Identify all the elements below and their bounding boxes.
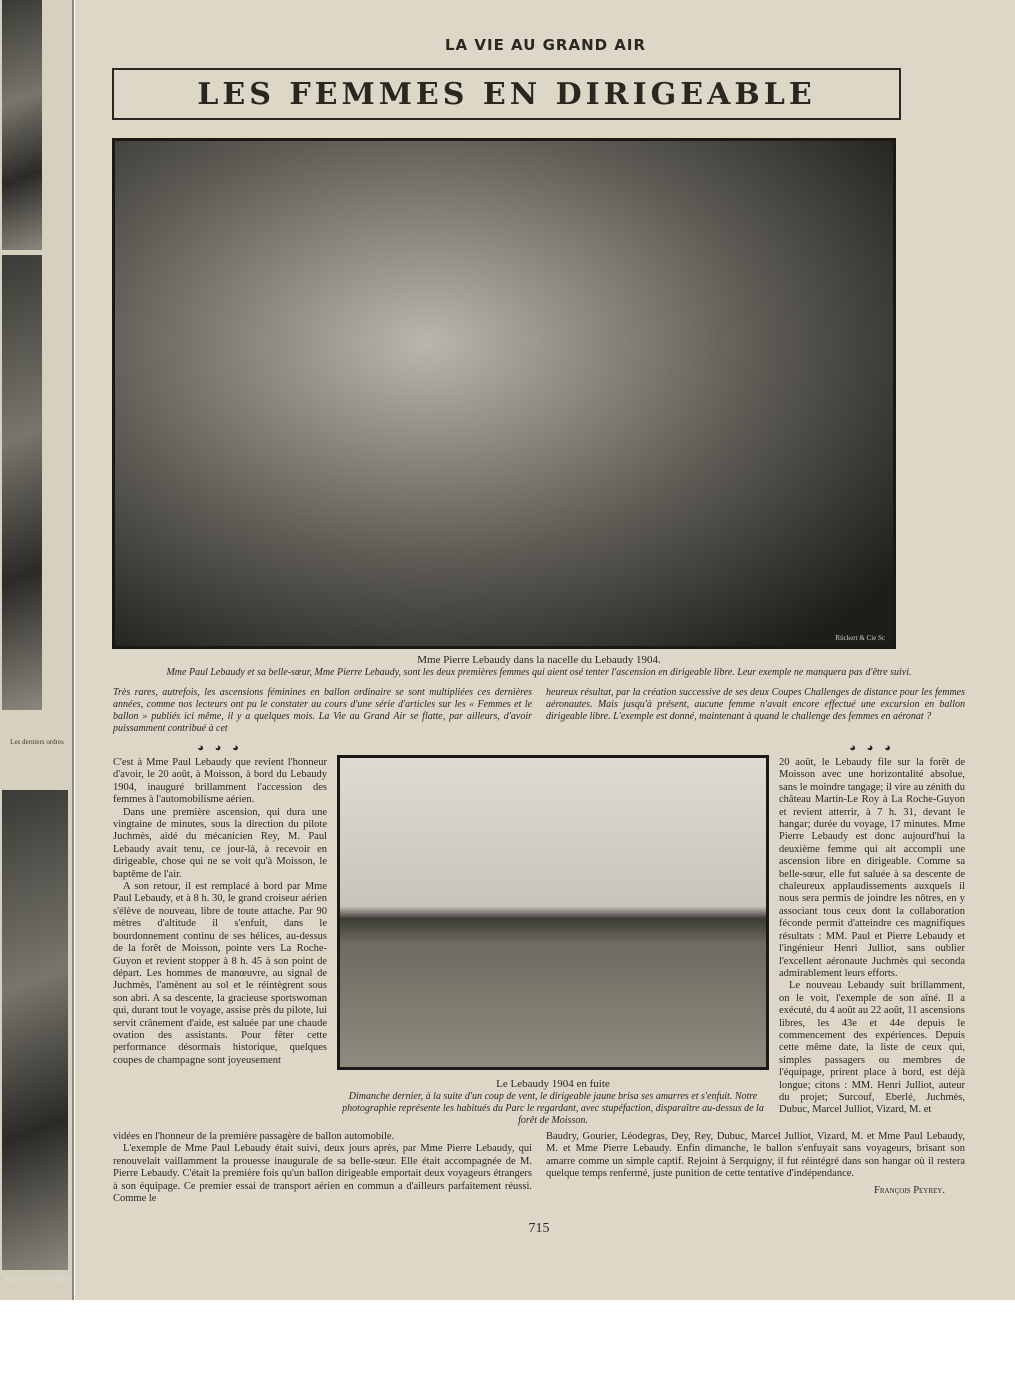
photo-nacelle bbox=[112, 138, 896, 649]
article-title: LES FEMMES EN DIRIGEABLE bbox=[197, 76, 816, 112]
left-column bbox=[113, 741, 327, 1067]
title-box bbox=[112, 68, 901, 120]
author-signature: François Peyrey. bbox=[874, 1184, 945, 1196]
bottom-right-block bbox=[546, 1131, 965, 1205]
middle-photo-block bbox=[337, 741, 769, 1127]
article-body bbox=[113, 654, 965, 1237]
paragraph: C'est à Mme Paul Lebaudy que revient l'honneur d'avoir, le 20 août, à Moisson, à bord du Lebaudy 1904, inauguré brillamment l'accession des femmes à l'automobilisme aérien. bbox=[113, 757, 327, 806]
right-column bbox=[779, 741, 965, 1117]
paragraph: L'exemple de Mme Paul Lebaudy était suivi, deux jours après, par Mme Pierre Lebaudy, qui renouvelait vaillamment la prouesse inaugurale de sa belle-sœur. Elle était accompagnée de M. Pierre Lebaudy. C'était la première fois qu'un ballon dirigeable emportait deux voyageurs étrangers à son équipage. Ce premier essai de transport aérien en commun a d'ailleurs parfaitement réussi. Comme le bbox=[113, 1143, 532, 1205]
page-number: 715 bbox=[528, 1221, 550, 1237]
photo-credit: Rückert & Cie Sc bbox=[835, 634, 885, 642]
main-columns bbox=[113, 741, 965, 1127]
intro-left: Très rares, autrefois, les ascensions féminines en ballon ordinaire se sont multipliées ces dernières années, comme nos lecteurs ont pu le constater au cours d'une série d'articles sur les « Femmes et le ballon » publiés ici même, il y a quelques mois. La Vie au Grand Air se flatte, par ailleurs, d'avoir puissamment contribué à cet bbox=[113, 687, 532, 734]
facing-photo-middle bbox=[2, 255, 42, 710]
intro bbox=[113, 687, 965, 735]
paragraph: A son retour, il est remplacé à bord par Mme Paul Lebaudy, et à 8 h. 30, le grand croiseur aérien s'élève de nouveau, libre de toute attache. Par 90 mètres d'altitude il s'enfuit, dans le bourdonnement continu de ses hélices, au-dessus de la forêt de Moisson, pointe vers La Roche-Guyon et revient stopper à 8 h. 45 à son point de départ. Les hommes de manœuvre, au signal de Juchmès, l'amènent au sol et le réintègrent sous son abri. A sa descente, la gracieuse sportswoman qui, durant tout le voyage, assise près du pilote, lui servit crânement d'aide, est saluée par une chaude ovation des assistants. Pour fêter cette performance désormais historique, quelques coupes de champagne sont joyeusement bbox=[113, 881, 327, 1066]
bottom-columns bbox=[113, 1131, 965, 1205]
paragraph: Dans une première ascension, qui dura une vingtaine de minutes, sous la direction du pilote Juchmès, aidé du mécanicien Rey, M. Paul Lebaudy avait tenu, ce jour-là, à recevoir en dirigeable, chose qui ne se voit qu'à Moisson, le baptême de l'air. bbox=[113, 806, 327, 880]
facing-page bbox=[0, 0, 74, 1300]
paragraph: 20 août, le Lebaudy file sur la forêt de Moisson avec une horizontalité absolue, sans le moindre tangage; il vire au zénith du château Martin-Le Roy à La Roche-Guyon et revient atterrir, à 7 h. 31, devant le hangar; durée du voyage, 17 minutes. Mme Pierre Lebaudy est donc aujourd'hui la deuxième femme qui ait accompli une ascension libre en dirigeable. Comme sa belle-sœur, elle fut saluée à sa descente de chaleureux applaudissements auxquels il nous sera permis de joindre les nôtres, en y associant tous ceux dont la collaboration féconde permit d'atteindre ces magnifiques résultats : MM. Paul et Pierre Lebaudy et l'ingénieur Henri Julliot, sans oublier l'excellent aéronaute Juchmès qui seconda admirablement leurs efforts. bbox=[779, 757, 965, 979]
photo-lebaudy-en-fuite bbox=[337, 755, 769, 1070]
photo2-caption-text: Dimanche dernier, à la suite d'un coup de vent, le dirigeable jaune brisa ses amarres et s'enfuit. Notre photographie représente les habitués du Parc le regardant, avec stupéfaction, disparaître au-dessus de la forêt de Moisson. bbox=[342, 1091, 764, 1126]
masthead: LA VIE AU GRAND AIR bbox=[445, 36, 647, 54]
intro-right: heureux résultat, par la création successive de ses deux Coupes Challenges de distance pour les femmes aéronautes. Mais jusqu'à présent, aucune femme n'avait encore effectué une excursion en ballon dirigeable libre. L'exemple est donné, maintenant à quand le challenge des femmes en aéronat ? bbox=[546, 687, 965, 722]
paragraph: vidées en l'honneur de la première passagère de ballon automobile. bbox=[113, 1131, 395, 1142]
facing-photo-top bbox=[2, 0, 42, 250]
bottom-left-text bbox=[113, 1131, 532, 1205]
facing-caption-2: Après le Prix du Public bbox=[4, 1275, 70, 1283]
paragraph: Le nouveau Lebaudy suit brillamment, on le voit, l'exemple de son aîné. Il a exécuté, du 4 août au 22 août, 11 ascensions libres, les 43e et 44e depuis le commencement des expériences. Depuis cette même date, la liste de ceux qui, simples passagers ou membres de l'équipage, prirent place à bord, est déjà longue; citons : MM. Henri Julliot, auteur du projet; Surcouf, Eberlé, Juchmès, Dubuc, Marcel Julliot, Vizard, M. et bbox=[779, 980, 965, 1116]
facing-photo-bottom bbox=[2, 790, 68, 1270]
ornament-left: ◕ ◕ ◕ bbox=[197, 742, 243, 754]
facing-caption-1: Les derniers ordres bbox=[10, 738, 64, 746]
bottom-right-text: Baudry, Gourier, Léodegras, Dey, Rey, Dubuc, Marcel Julliot, Vizard, M. et Mme Paul Lebaudy, M. et Mme Pierre Lebaudy. Enfin dimanche, le ballon s'enfuyait sans voyageurs, brisant son amarre comme un simple captif. Rejoint à Serquigny, il fut réintégré dans son hangar où il restera quelque temps renfermé, juste punition de cette tentative d'indépendance. bbox=[546, 1131, 965, 1180]
photo2-caption-title: Le Lebaudy 1904 en fuite bbox=[496, 1078, 610, 1090]
photo1-caption-title: Mme Pierre Lebaudy dans la nacelle du Lebaudy 1904. bbox=[417, 654, 661, 666]
ornament-right: ◕ ◕ ◕ bbox=[849, 742, 895, 754]
photo1-caption-text: Mme Paul Lebaudy et sa belle-sœur, Mme Pierre Lebaudy, sont les deux premières femmes qui aient osé tenter l'ascension en dirigeable libre. Leur exemple ne manquera pas d'être suivi. bbox=[166, 667, 912, 678]
